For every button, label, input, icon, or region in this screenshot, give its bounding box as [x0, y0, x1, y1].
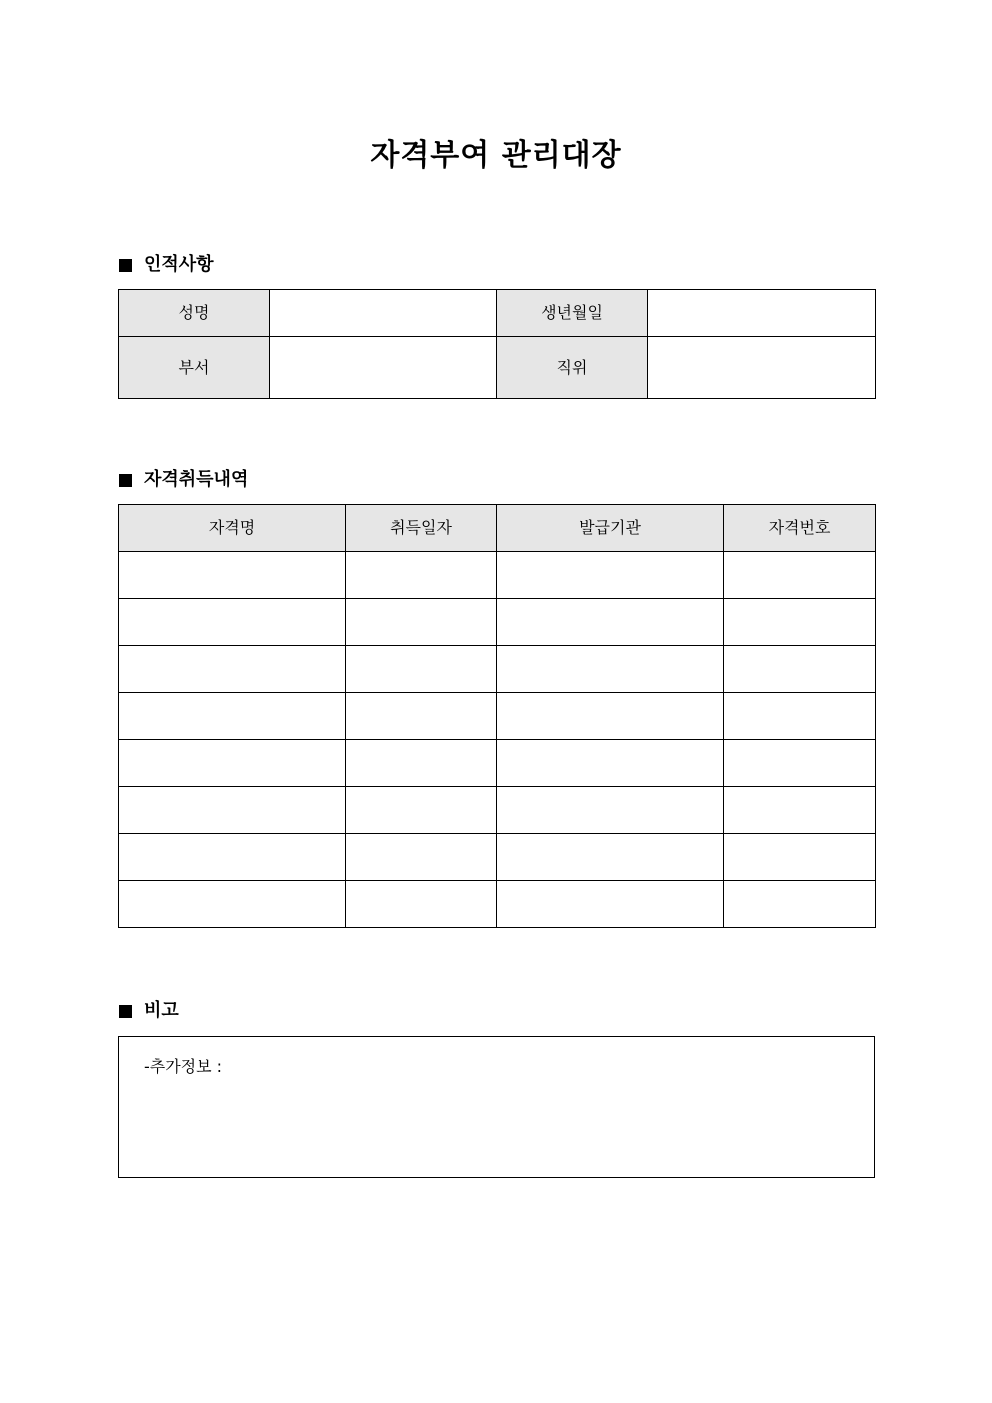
personal-row-2 — [119, 337, 876, 399]
acquisition-date-cell[interactable] — [346, 834, 497, 881]
page-title: 자격부여 관리대장 — [370, 138, 622, 173]
qualifications-table — [118, 504, 876, 928]
table-row — [119, 740, 876, 787]
qualification-name-cell[interactable] — [119, 787, 346, 834]
table-row — [119, 599, 876, 646]
qualifications-header-row — [119, 505, 876, 552]
qualification-name-cell[interactable] — [119, 599, 346, 646]
table-row — [119, 881, 876, 928]
qualification-number-cell[interactable] — [724, 646, 876, 693]
qualification-name-cell[interactable] — [119, 834, 346, 881]
issuing-agency-cell[interactable] — [497, 552, 724, 599]
column-header-acquisition-date: 취득일자 — [346, 505, 497, 552]
birthdate-field[interactable] — [648, 290, 876, 337]
qualification-number-cell[interactable] — [724, 552, 876, 599]
personal-row-1 — [119, 290, 876, 337]
qualification-number-cell[interactable] — [724, 787, 876, 834]
section-heading-qualifications-label: 자격취득내역 — [144, 469, 249, 490]
qualification-number-cell[interactable] — [724, 599, 876, 646]
issuing-agency-cell[interactable] — [497, 881, 724, 928]
section-heading-personal-label: 인적사항 — [144, 254, 214, 275]
section-heading-personal — [119, 252, 214, 278]
issuing-agency-cell[interactable] — [497, 599, 724, 646]
qualification-number-cell[interactable] — [724, 740, 876, 787]
section-heading-remarks — [119, 998, 179, 1024]
acquisition-date-cell[interactable] — [346, 599, 497, 646]
square-bullet-icon — [119, 474, 132, 487]
acquisition-date-cell[interactable] — [346, 552, 497, 599]
column-header-qualification-number: 자격번호 — [724, 505, 876, 552]
table-row — [119, 787, 876, 834]
department-label: 부서 — [119, 337, 270, 399]
remarks-box[interactable] — [118, 1036, 875, 1178]
qualification-name-cell[interactable] — [119, 740, 346, 787]
table-row — [119, 646, 876, 693]
issuing-agency-cell[interactable] — [497, 787, 724, 834]
column-header-issuing-agency: 발급기관 — [497, 505, 724, 552]
issuing-agency-cell[interactable] — [497, 834, 724, 881]
department-field[interactable] — [270, 337, 497, 399]
acquisition-date-cell[interactable] — [346, 646, 497, 693]
issuing-agency-cell[interactable] — [497, 740, 724, 787]
qualification-number-cell[interactable] — [724, 693, 876, 740]
acquisition-date-cell[interactable] — [346, 881, 497, 928]
qualification-name-cell[interactable] — [119, 552, 346, 599]
qualification-number-cell[interactable] — [724, 881, 876, 928]
square-bullet-icon — [119, 259, 132, 272]
name-label: 성명 — [119, 290, 270, 337]
column-header-qualification-name: 자격명 — [119, 505, 346, 552]
section-heading-remarks-label: 비고 — [144, 1000, 179, 1021]
remarks-additional-info-label: -추가정보 : — [144, 1057, 223, 1076]
name-field[interactable] — [270, 290, 497, 337]
square-bullet-icon — [119, 1005, 132, 1018]
acquisition-date-cell[interactable] — [346, 787, 497, 834]
qualification-name-cell[interactable] — [119, 693, 346, 740]
qualification-name-cell[interactable] — [119, 646, 346, 693]
table-row — [119, 552, 876, 599]
acquisition-date-cell[interactable] — [346, 693, 497, 740]
qualification-number-cell[interactable] — [724, 834, 876, 881]
acquisition-date-cell[interactable] — [346, 740, 497, 787]
section-heading-qualifications — [119, 467, 248, 493]
birthdate-label: 생년월일 — [497, 290, 648, 337]
position-label: 직위 — [497, 337, 648, 399]
table-row — [119, 693, 876, 740]
issuing-agency-cell[interactable] — [497, 693, 724, 740]
personal-info-table — [118, 289, 876, 399]
table-row — [119, 834, 876, 881]
qualification-name-cell[interactable] — [119, 881, 346, 928]
position-field[interactable] — [648, 337, 876, 399]
issuing-agency-cell[interactable] — [497, 646, 724, 693]
